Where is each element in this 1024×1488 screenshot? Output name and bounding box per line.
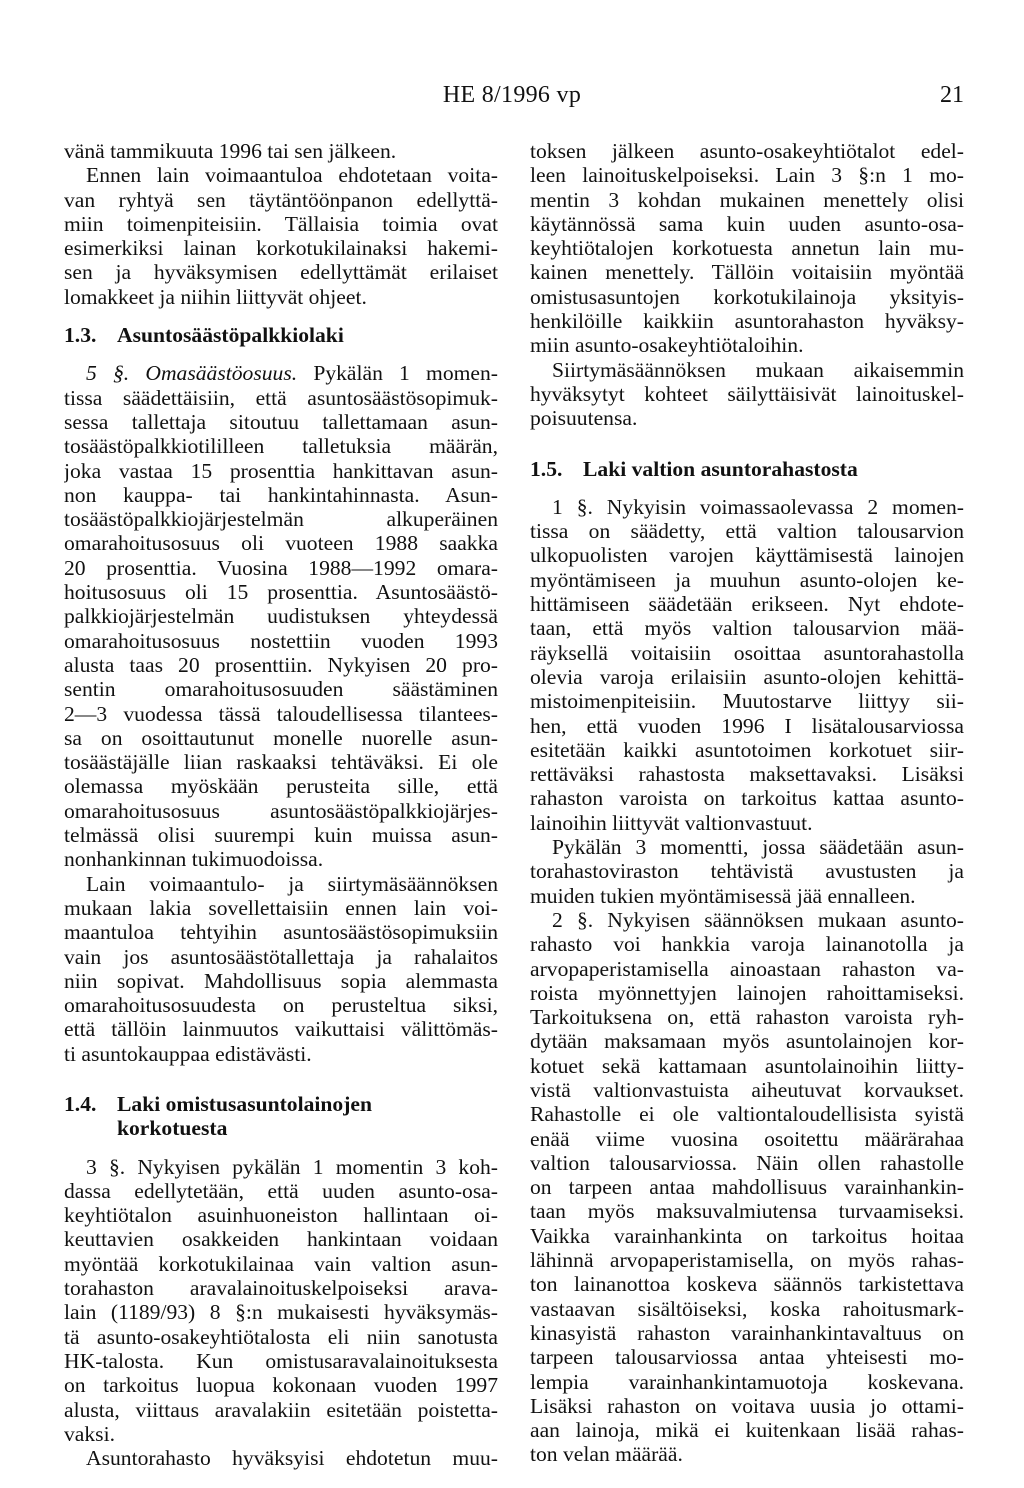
text-line: Tarkoituksena on, että rahaston varoista ryh-	[530, 1005, 964, 1030]
text-line: miin toimenpiteisiin. Tällaisia toimia ovat	[64, 211, 498, 236]
text-line: roista myönnettyjen lainojen rahoittamiseksi.	[530, 980, 964, 1005]
text-line: arvopaperistamisella ainoastaan rahaston va-	[530, 956, 964, 981]
text-line: palkkiojärjestelmän uudistuksen yhteydessä	[64, 604, 498, 629]
text-line: ulkopuolisten varojen käyttämisestä lainojen	[530, 543, 964, 568]
text-line: kotuet sekä kattamaan asuntolainoihin liitty-	[530, 1053, 964, 1078]
text-line: joka vastaa 15 prosenttia hankittavan asun-	[64, 458, 498, 483]
text-line: Rahastolle ei ole valtiontaloudellisista syistä	[530, 1102, 964, 1127]
text-line: mukaan lakia sovellettaisiin ennen lain voi-	[64, 895, 498, 920]
text-line: maantuloa tehtyihin asuntosäästösopimuksiin	[64, 920, 498, 945]
paragraph-section-2	[530, 908, 964, 1467]
text-line: hittämiseen säädetään erikseen. Nyt ehdote-	[530, 592, 964, 617]
text-line: hyväksytyt kohteet säilyttäisivät lainoituskel-	[530, 381, 964, 406]
right-column	[530, 139, 964, 1467]
text-line: niin sopivat. Mahdollisuus sopia alemmasta	[64, 968, 498, 993]
text-line: non kauppa- tai hankintahinnasta. Asun-	[64, 482, 498, 507]
text-line: tissa säädettäisiin, että asuntosäästösopimuk-	[64, 385, 498, 410]
text-line: tosäästöpalkkiotililleen talletuksia määrän,	[64, 434, 498, 459]
text-line: van ryhtyä sen täytäntöönpanon edellyttä-	[64, 187, 498, 212]
text-line: Ennen lain voimaantuloa ehdotetaan voita-	[86, 163, 498, 188]
text-line: tosäästäjälle liian raskaaksi tehtäväksi. Ei ole	[64, 750, 498, 775]
text-line: toksen jälkeen asunto-osakeyhtiötalot edel-	[530, 139, 964, 163]
text-line: keyhtiötalojen korkotuesta annetun lain mu-	[530, 236, 964, 261]
heading-title-cont: korkotuesta	[117, 1116, 228, 1141]
text-line: HK-talosta. Kun omistusaravalainoituksesta	[64, 1348, 498, 1373]
paragraph-continuation	[530, 139, 964, 358]
text-line: 20 prosenttia. Vuosina 1988—1992 omara-	[64, 555, 498, 580]
text-line: rahaston varoista on tarkoitus kattaa asunto-	[530, 786, 964, 811]
text-line: muiden tukien myöntämisessä jää ennalleen.	[530, 883, 916, 908]
text-line: torahaston aravalainoituskelpoiseksi arava-	[64, 1276, 498, 1301]
text-line: ti asuntokauppaa edistävästi.	[64, 1041, 312, 1066]
text-line: lempia varainhankintamuotoja koskevana.	[530, 1369, 964, 1394]
text-line: miin asunto-osakeyhtiötaloihin.	[530, 333, 804, 358]
text-line: poisuutensa.	[530, 406, 638, 431]
text-line: vain jos asuntosäästötallettaja ja rahalaitos	[64, 944, 498, 969]
text-line: mentin 3 kohdan mukainen menettely olisi	[530, 187, 964, 212]
text-line: omistusasuntojen korkotukilainoja yksityis-	[530, 284, 964, 309]
text-line: 2—3 vuodessa tässä taloudellisessa tilantees-	[64, 701, 498, 726]
text-line: 5 §. Omasäästöosuus. Pykälän 1 momen-	[86, 361, 498, 386]
text-line: rettäväksi rahastosta maksettavaksi. Lisäksi	[530, 762, 964, 787]
heading-number: 1.4.	[64, 1091, 97, 1116]
text-line: henkilöille kaikkiin asuntorahaston hyväksy-	[530, 309, 964, 334]
text-line: Siirtymäsäännöksen mukaan aikaisemmin	[552, 357, 964, 382]
text-line: keyhtiötalon asuinhuoneiston hallintaan oi-	[64, 1203, 498, 1228]
paragraph-section-3	[64, 1155, 498, 1447]
text-line: hen, että vuoden 1996 I lisätalousarviossa	[530, 713, 964, 738]
text-line: aan lainoja, mikä ei kuitenkaan lisää rahas-	[530, 1418, 964, 1443]
text-line: vistä valtionvastuista aiheutuvat korvaukset.	[530, 1077, 964, 1102]
paragraph-intro	[64, 139, 498, 309]
text-line: taan, että myös valtion talousarvion mää-	[530, 616, 964, 641]
text-line: Asuntorahasto hyväksyisi ehdotetun muu-	[86, 1446, 498, 1471]
text-line: Pykälän 3 momentti, jossa säädetään asun-	[552, 835, 964, 860]
text-line: leen lainoituskelpoiseksi. Lain 3 §:n 1 mo-	[530, 163, 964, 188]
text-line: torahastoviraston tehtävistä avustusten ja	[530, 859, 964, 884]
text-line: rahasto voi hankkia varoja lainanotolla ja	[530, 932, 964, 957]
text-line: kainen menettely. Tällöin voitaisiin myöntää	[530, 260, 964, 285]
text-line: myöntää korkotukilainaa vain valtion asun-	[64, 1251, 498, 1276]
page-number: 21	[940, 82, 964, 108]
section-lead: 5 §. Omasäästöosuus.	[86, 361, 298, 386]
text-line: tissa on säädetty, että valtion talousarvion	[530, 519, 964, 544]
heading-number: 1.3.	[64, 323, 97, 348]
text-line: alusta taas 20 prosenttiin. Nykyisen 20 pro-	[64, 652, 498, 677]
paragraph-last	[64, 1446, 498, 1470]
text-line: myöntämiseen ja muuhun asunto-olojen ke-	[530, 567, 964, 592]
left-column	[64, 139, 498, 1470]
section-heading-1-5	[530, 457, 964, 481]
text-line: esimerkiksi lainan korkotukilainaksi hakemi-	[64, 236, 498, 261]
text-line: tä asunto-osakeyhtiötalosta eli niin sanotusta	[64, 1324, 498, 1349]
text-line: omarahoitusosuus nostettiin vuoden 1993	[64, 628, 498, 653]
paragraph-section-1	[530, 495, 964, 835]
text-line: räyksellä voitaisiin osoittaa asuntorahastolla	[530, 640, 964, 665]
text-line: enää viime vuosina osoitettu määrärahaa	[530, 1126, 964, 1151]
text-line: olemassa myöskään perusteita sille, että	[64, 774, 498, 799]
text-line: sentin omarahoitusosuuden säästäminen	[64, 677, 498, 702]
text-line: valtion talousarviossa. Näin ollen rahastolle	[530, 1150, 964, 1175]
heading-title: Asuntosäästöpalkkiolaki	[117, 323, 344, 348]
text-line: sessa tallettaja sitoutuu tallettamaan asun-	[64, 409, 498, 434]
section-heading-1-3	[64, 323, 498, 347]
text-line: Lisäksi rahaston on voitava uusia jo ottami-	[530, 1393, 964, 1418]
text-line: 1 §. Nykyisin voimassaolevassa 2 momen-	[552, 494, 964, 519]
text-line: lomakkeet ja niihin liittyvät ohjeet.	[64, 284, 367, 309]
text-line: keuttavien osakkeiden hankintaan voidaan	[64, 1227, 498, 1252]
text-line: vänä tammikuuta 1996 tai sen jälkeen.	[64, 139, 397, 163]
text-line: taan myös maksuvalmiutensa turvaamiseksi.	[530, 1199, 964, 1224]
heading-title: Laki omistusasuntolainojen	[117, 1091, 372, 1116]
text-line: vaksi.	[64, 1421, 115, 1446]
text-line: ton velan määrää.	[530, 1442, 683, 1467]
text-line: on tarpeen antaa mahdollisuus varainhankin-	[530, 1175, 964, 1200]
text-line: esitetään kaikki asuntotoimen korkotuet siir-	[530, 737, 964, 762]
text-line: lain (1189/93) 8 §:n mukaisesti hyväksymäs-	[64, 1300, 498, 1325]
text-line: hoitusosuus oli 15 prosenttia. Asuntosäästö-	[64, 580, 498, 605]
text-line: sa on osoittautunut monelle nuorelle asun-	[64, 725, 498, 750]
heading-title: Laki valtion asuntorahastosta	[583, 456, 858, 481]
text-line: 3 §. Nykyisen pykälän 1 momentin 3 koh-	[86, 1154, 498, 1179]
text-line: nonhankinnan tukimuodoissa.	[64, 847, 324, 872]
text-line: omarahoitusosuus asuntosäästöpalkkiojärjes-	[64, 798, 498, 823]
paragraph-section-1-moment-3	[530, 835, 964, 908]
text-line: kinasyistä rahaston varainhankintavaltuus on	[530, 1320, 964, 1345]
text-line: omarahoitusosuus oli vuoteen 1988 saakka	[64, 531, 498, 556]
section-heading-1-4	[64, 1092, 498, 1116]
text-line: dytään maksamaan myös asuntolainojen kor-	[530, 1029, 964, 1054]
text-line: dassa edellytetään, että uuden asunto-osa-	[64, 1178, 498, 1203]
text-line: tarpeen talousarviossa antaa yhteisesti mo-	[530, 1345, 964, 1370]
text-line: lainoihin liittyvät valtionvastuut.	[530, 810, 813, 835]
text-line: käytännössä sama kuin uuden asunto-osa-	[530, 211, 964, 236]
paragraph-transition	[64, 872, 498, 1066]
text-line: sen ja hyväksymisen edellyttämät erilaiset	[64, 260, 498, 285]
text-line: telmässä olisi suurempi kuin muissa asun-	[64, 823, 498, 848]
text-line: lähinnä arvopaperistamisella, on myös rahas-	[530, 1248, 964, 1273]
text-line: olevia varoja erilaisiin asunto-olojen kehittä-	[530, 664, 964, 689]
heading-number: 1.5.	[530, 456, 563, 481]
running-header: HE 8/1996 vp	[442, 82, 582, 108]
text-line: on tarkoitus luopua kokonaan vuoden 1997	[64, 1373, 498, 1398]
text-line: tosäästöpalkkiojärjestelmän alkuperäinen	[64, 507, 498, 532]
paragraph-section-5	[64, 361, 498, 871]
text-line: omarahoitusosuudesta on perusteltua siksi,	[64, 993, 498, 1018]
text-line: Lain voimaantulo- ja siirtymäsäännöksen	[86, 871, 498, 896]
text-line: vastaavan sisältöiseksi, koska rahoitusmark-	[530, 1296, 964, 1321]
text-line: mistoimenpiteisiin. Muutostarve liittyy sii-	[530, 689, 964, 714]
text-line: että tällöin lainmuutos vaikuttaisi välittömäs-	[64, 1017, 498, 1042]
text-line: ton lainanottoa koskeva säännös tarkistettava	[530, 1272, 964, 1297]
paragraph-transition-rule	[530, 358, 964, 431]
text-line: 2 §. Nykyisen säännöksen mukaan asunto-	[552, 907, 964, 932]
text-line: Vaikka varainhankinta on tarkoitus hoitaa	[530, 1223, 964, 1248]
text-line: alusta, viittaus aravalakiin esitetään poistetta-	[64, 1397, 498, 1422]
